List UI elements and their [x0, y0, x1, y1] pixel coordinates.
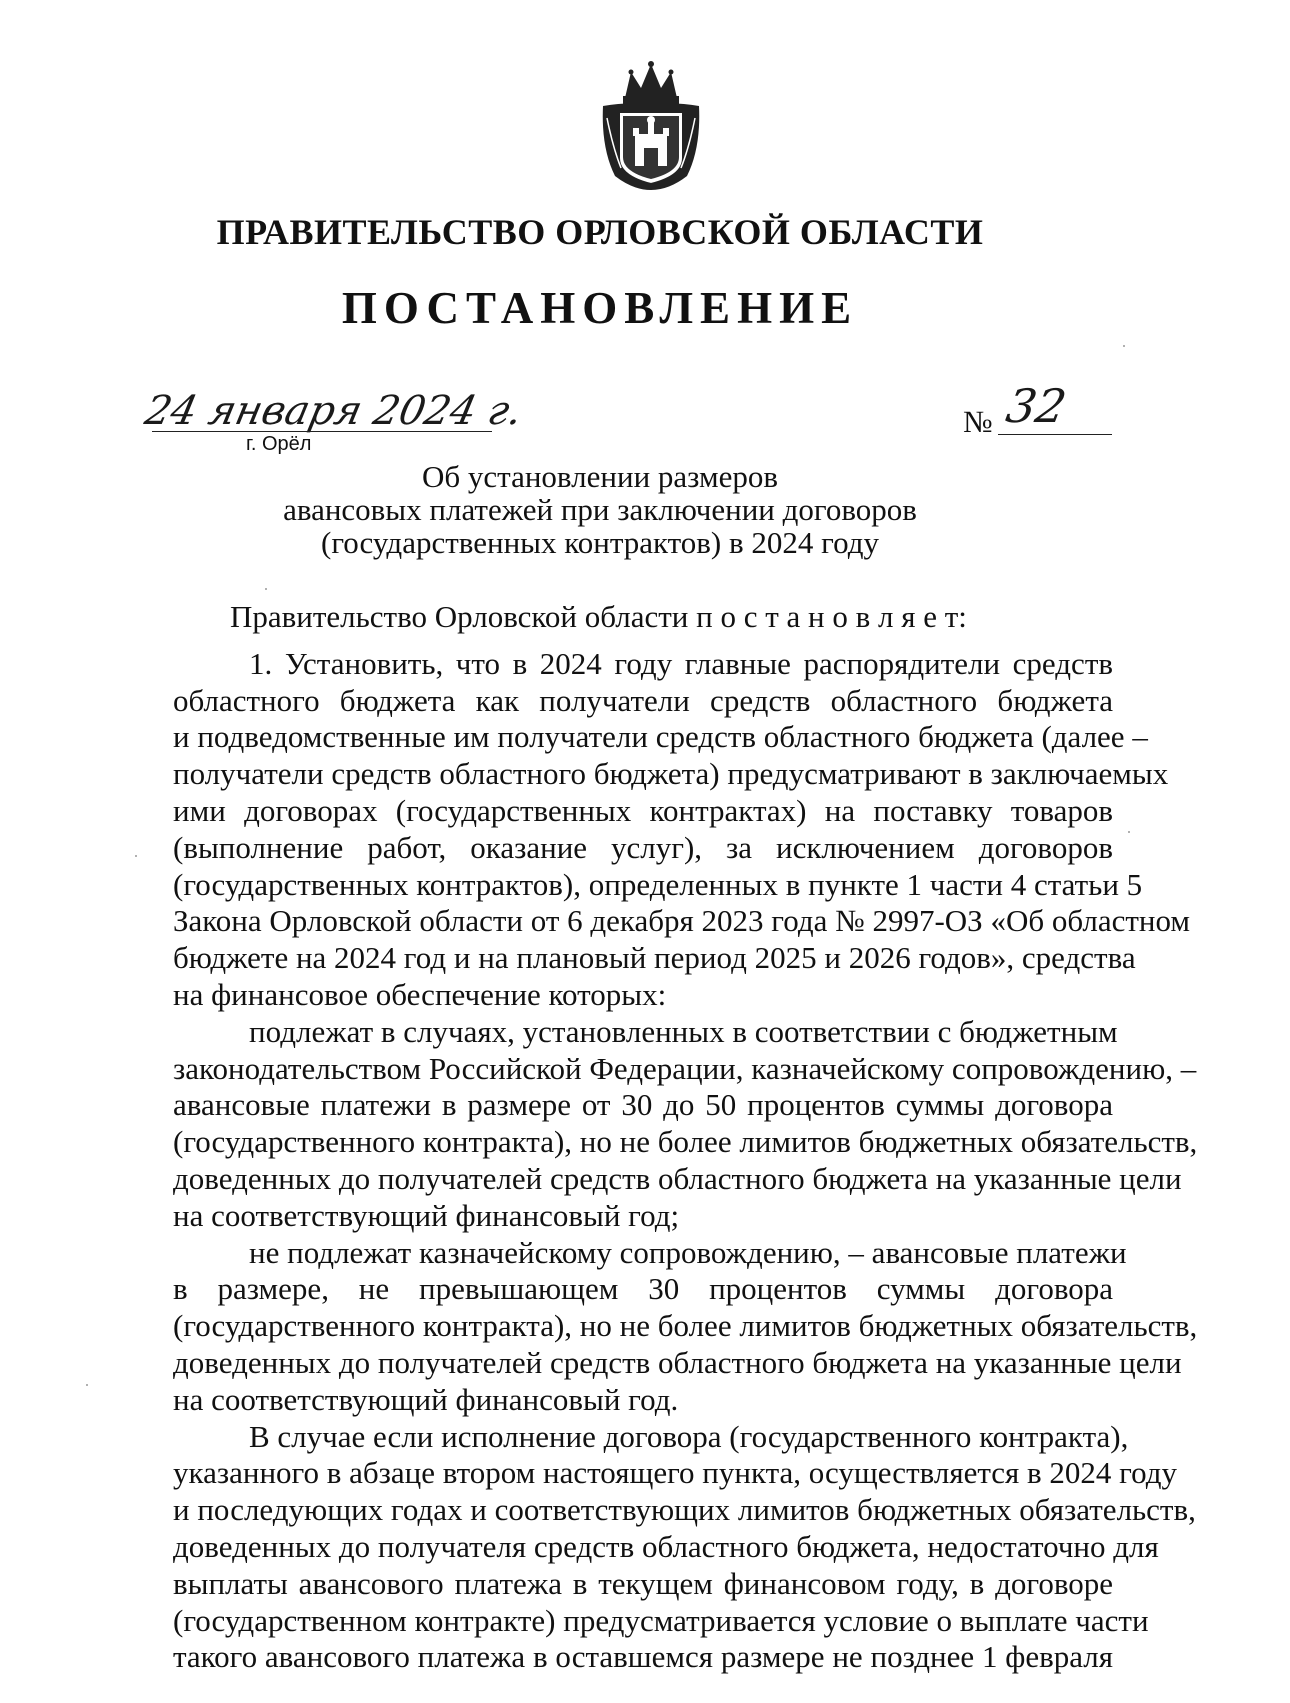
- scan-speck: [86, 1384, 88, 1386]
- body-line: 1. Установить, что в 2024 году главные распорядители средств: [249, 645, 1113, 681]
- svg-text:32: 32: [1002, 379, 1071, 433]
- body-line: на соответствующий финансовый год;: [173, 1197, 680, 1233]
- body-line: выплаты авансового платежа в текущем финансовом году, в договоре: [173, 1565, 1113, 1601]
- scan-speck: [265, 588, 267, 590]
- scan-speck: [1128, 831, 1130, 833]
- body-line: (государственного контракта), но не более лимитов бюджетных обязательств,: [173, 1124, 1198, 1160]
- body-line: Закона Орловской области от 6 декабря 2023 года № 2997-ОЗ «Об областном: [173, 903, 1191, 939]
- date-underline: [152, 431, 492, 432]
- number-sign: №: [963, 404, 993, 439]
- body-line: (государственном контракте) предусматривается условие о выплате части: [173, 1602, 1149, 1638]
- body-line: получатели средств областного бюджета) предусматривают в заключаемых: [173, 756, 1169, 792]
- scan-speck: [1123, 345, 1125, 347]
- body-line: законодательством Российской Федерации, казначейскому сопровождению, –: [173, 1050, 1197, 1086]
- body-line: такого авансового платежа в оставшемся размере не позднее 1 февраля: [173, 1639, 1113, 1675]
- body-line: доведенных до получателя средств областного бюджета, недостаточно для: [173, 1528, 1159, 1564]
- scan-speck: [135, 855, 137, 857]
- body-line: (государственного контракта), но не более лимитов бюджетных обязательств,: [173, 1308, 1198, 1344]
- handwritten-number: [1002, 378, 1088, 433]
- body-line: на финансовое обеспечение которых:: [173, 976, 667, 1012]
- document-type-heading: ПОСТАНОВЛЕНИЕ: [341, 283, 859, 333]
- city-label: г. Орёл: [246, 433, 312, 455]
- document-body: [173, 599, 1198, 1676]
- body-line: в размере, не превышающем 30 процентов суммы договора: [173, 1271, 1113, 1307]
- body-line: доведенных до получателей средств областного бюджета на указанные цели: [173, 1344, 1182, 1380]
- body-line: (государственных контрактов), определенных в пункте 1 части 4 статьи 5: [173, 866, 1143, 902]
- document-subject: [0, 460, 1290, 559]
- subject-line: (государственных контрактов) в 2024 году: [321, 525, 879, 560]
- subject-line: авансовых платежей при заключении договоров: [283, 492, 917, 527]
- body-line: и последующих годах и соответствующих лимитов бюджетных обязательств,: [173, 1492, 1196, 1528]
- body-line: (выполнение работ, оказание услуг), за исключением договоров: [173, 829, 1113, 865]
- body-line: подлежат в случаях, установленных в соответствии с бюджетным: [249, 1013, 1118, 1049]
- coat-of-arms-emblem: [597, 58, 705, 192]
- body-line: указанного в абзаце втором настоящего пункта, осуществляется в 2024 году: [173, 1455, 1177, 1491]
- subject-line: Об установлении размеров: [421, 459, 778, 494]
- body-line: на соответствующий финансовый год.: [173, 1381, 679, 1417]
- preamble: Правительство Орловской области п о с т а н о в л я е т:: [230, 599, 967, 634]
- body-line: не подлежат казначейскому сопровождению, – авансовые платежи: [249, 1234, 1127, 1270]
- body-line: авансовые платежи в размере от 30 до 50 процентов суммы договора: [173, 1087, 1113, 1123]
- number-underline: [998, 434, 1112, 435]
- handwritten-date: [140, 382, 527, 434]
- body-line: бюджете на 2024 год и на плановый период 2025 и 2026 годов», средства: [173, 940, 1136, 976]
- body-line: и подведомственные им получатели средств областного бюджета (далее –: [173, 719, 1148, 755]
- svg-text:24 января 2024 г.: 24 января 2024 г.: [140, 386, 527, 434]
- body-line: доведенных до получателей средств областного бюджета на указанные цели: [173, 1160, 1182, 1196]
- body-line: областного бюджета как получатели средств областного бюджета: [173, 682, 1113, 718]
- body-line: ими договорах (государственных контрактах) на поставку товаров: [173, 792, 1113, 828]
- organization-title: ПРАВИТЕЛЬСТВО ОРЛОВСКОЙ ОБЛАСТИ: [216, 212, 984, 252]
- body-line: В случае если исполнение договора (государственного контракта),: [249, 1418, 1129, 1454]
